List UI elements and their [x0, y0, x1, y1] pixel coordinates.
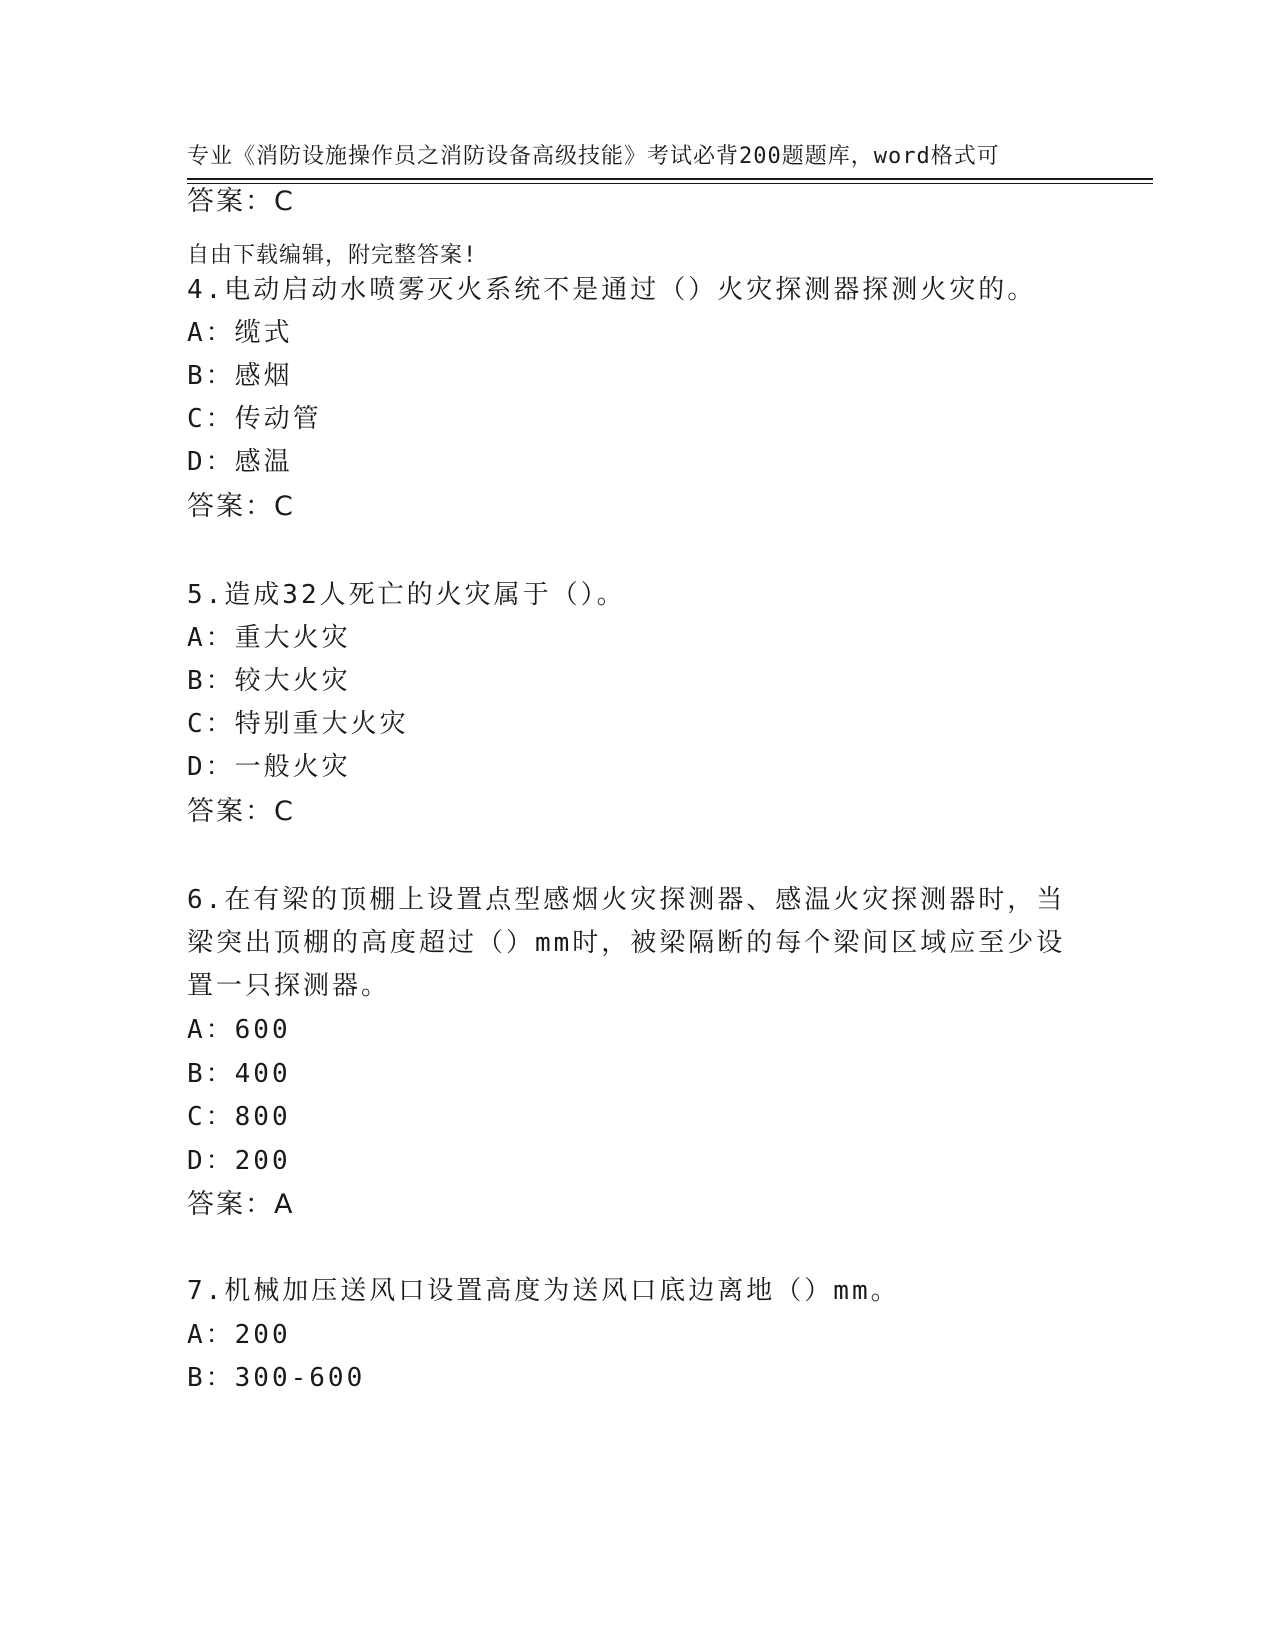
header-divider-thin [187, 183, 1153, 184]
answer-label: 答案： [187, 796, 274, 827]
question-4-option-a: A：缆式 [187, 318, 293, 348]
question-6-option-b: B：400 [187, 1059, 291, 1089]
question-6-option-c: C：800 [187, 1102, 291, 1132]
question-4-option-b: B：感烟 [187, 361, 293, 391]
answer-label: 答案： [187, 1189, 274, 1220]
question-6-stem-line-1: 6.在有梁的顶棚上设置点型感烟火灾探测器、感温火灾探测器时，当 [187, 885, 1066, 915]
question-4-option-c: C：传动管 [187, 404, 322, 434]
header-line-1: 专业《消防设施操作员之消防设备高级技能》考试必背200题题库，word格式可 [187, 144, 1000, 169]
question-7-stem: 7.机械加压送风口设置高度为送风口底边离地（）mm。 [187, 1276, 900, 1306]
answer-value: A [274, 1189, 295, 1220]
header-divider [187, 178, 1153, 180]
question-5-option-a: A：重大火灾 [187, 623, 351, 653]
question-7-option-a: A：200 [187, 1320, 291, 1350]
answer-label: 答案： [187, 186, 274, 217]
answer-value: C [274, 796, 295, 827]
question-5-option-d: D：一般火灾 [187, 752, 351, 782]
question-4-stem: 4.电动启动水喷雾灭火系统不是通过（）火灾探测器探测火灾的。 [187, 275, 1037, 305]
question-5-option-b: B：较大火灾 [187, 666, 351, 696]
question-5-option-c: C：特别重大火灾 [187, 709, 409, 739]
header-line-2: 自由下载编辑，附完整答案! [187, 243, 478, 268]
question-6-stem-line-3: 置一只探测器。 [187, 971, 391, 1001]
answer-value: C [274, 186, 295, 217]
question-6-option-a: A：600 [187, 1015, 291, 1045]
question-6-stem-line-2: 梁突出顶棚的高度超过（）mm时，被梁隔断的每个梁间区域应至少设 [187, 928, 1066, 958]
question-6-option-d: D：200 [187, 1146, 291, 1176]
question-5-stem: 5.造成32人死亡的火灾属于（）。 [187, 580, 626, 610]
prev-answer [187, 185, 295, 219]
answer-value: C [274, 491, 295, 522]
question-4-option-d: D：感温 [187, 447, 293, 477]
question-5-answer [187, 795, 295, 829]
answer-label: 答案： [187, 491, 274, 522]
question-7-option-b: B：300-600 [187, 1363, 366, 1393]
question-4-answer [187, 490, 295, 524]
question-6-answer [187, 1188, 294, 1222]
